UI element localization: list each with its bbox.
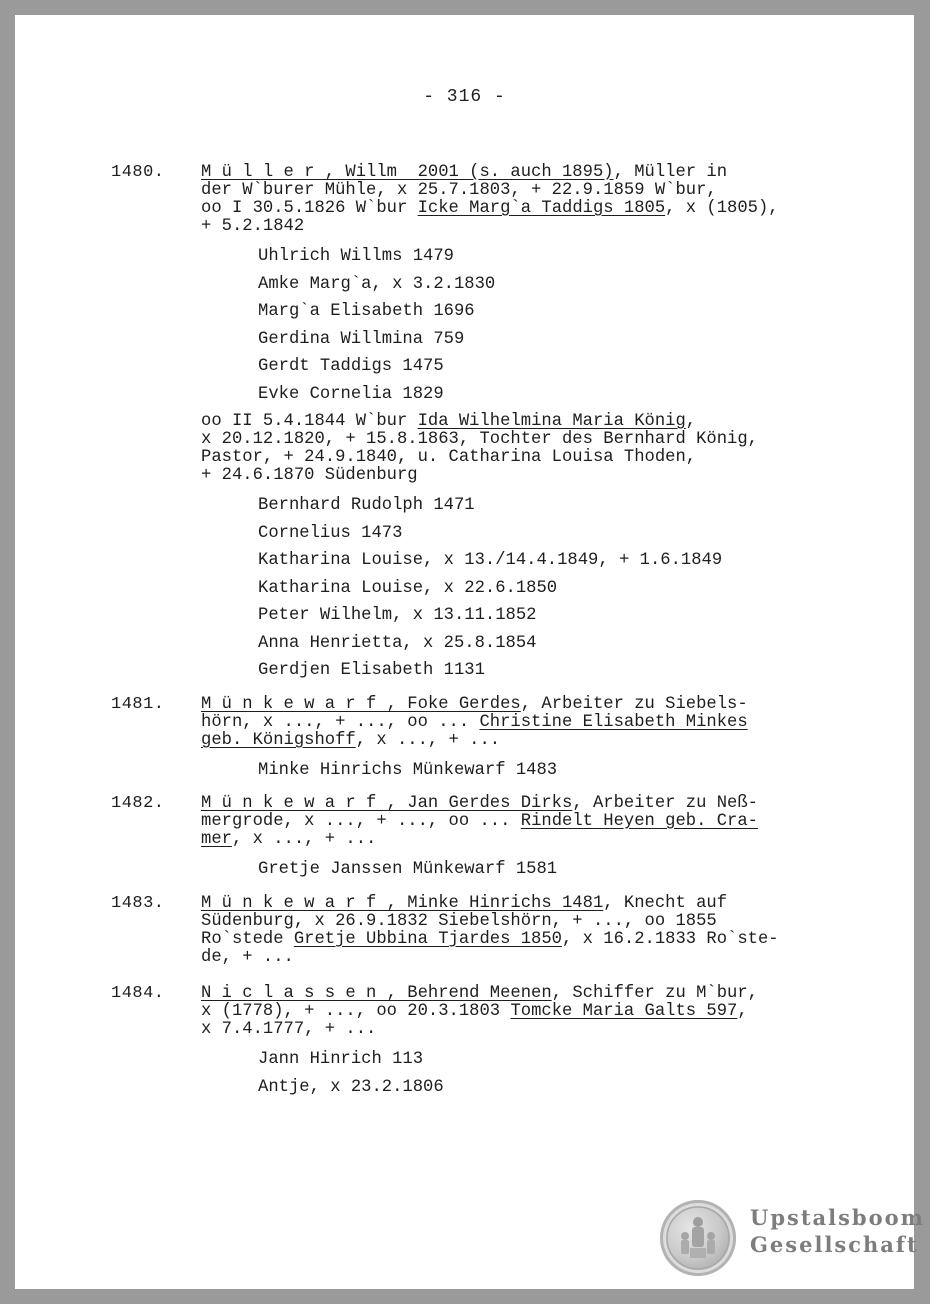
child-entry: Evke Cornelia 1829: [258, 384, 444, 404]
text-segment: Ro`stede: [201, 930, 294, 949]
text-segment: , Schiffer zu M`bur,: [551, 984, 758, 1003]
children-list: [258, 492, 722, 685]
text-segment: oo II 5.4.1844 W`bur: [201, 412, 418, 431]
text-segment: oo I 30.5.1826 W`bur: [201, 199, 418, 218]
entry-line: [201, 931, 841, 949]
text-segment: hörn, x ..., + ..., oo ...: [201, 713, 480, 732]
child-entry: Marg`a Elisabeth 1696: [258, 302, 475, 321]
entry-line: [201, 218, 841, 236]
entry-line: [201, 449, 841, 467]
page-number: - 316 -: [423, 87, 506, 107]
entry-line: [201, 732, 841, 750]
text-segment: x 20.12.1820, + 15.8.1863, Tochter des Bernhard König,: [201, 430, 758, 449]
entry-line: [201, 182, 841, 200]
text-segment: + 5.2.1842: [201, 217, 305, 236]
underlined-name: M ü n k e w a r f , Jan Gerdes Dirks: [201, 794, 573, 813]
underlined-name: Rindelt Heyen geb. Cra-: [520, 812, 758, 831]
entry-number: 1482.: [111, 794, 165, 813]
entry-line: [201, 913, 841, 931]
society-name-line1: Upstalsboom: [750, 1205, 925, 1230]
entry-line: [201, 949, 841, 967]
text-segment: , Arbeiter zu Siebels-: [520, 695, 748, 714]
underlined-name: Tomcke Maria Galts 597: [510, 1002, 738, 1021]
text-segment: , Knecht auf: [603, 894, 728, 913]
entry-text: [201, 164, 841, 236]
child-entry: Anna Henrietta, x 25.8.1854: [258, 633, 537, 653]
entry-line: [201, 795, 841, 813]
child-entry: Antje, x 23.2.1806: [258, 1077, 444, 1097]
text-segment: Pastor, + 24.9.1840, u. Catharina Louisa Thoden,: [201, 448, 697, 467]
text-segment: x (1778), + ..., oo 20.3.1803: [201, 1002, 511, 1021]
entry-text: [201, 413, 841, 485]
text-segment: de, + ...: [201, 948, 294, 967]
entry-number: 1480.: [111, 163, 165, 182]
text-segment: Südenburg, x 26.9.1832 Siebelshörn, + ..., oo 1855: [201, 912, 717, 931]
child-entry: Jann Hinrich 113: [258, 1050, 424, 1069]
child-entry: Uhlrich Willms 1479: [258, 247, 454, 266]
child-entry: Katharina Louise, x 13./14.4.1849, + 1.6.1849: [258, 551, 723, 570]
seal-icon: [660, 1200, 736, 1276]
underlined-name: Gretje Ubbina Tjardes 1850: [293, 930, 562, 949]
underlined-name: Icke Marg`a Taddigs 1805: [417, 199, 666, 218]
entry-line: [201, 467, 841, 485]
text-segment: x 7.4.1777, + ...: [201, 1020, 377, 1039]
text-segment: , Arbeiter zu Neß-: [572, 794, 758, 813]
children-list: [258, 757, 557, 785]
entry-text: [201, 895, 841, 967]
child-entry: Amke Marg`a, x 3.2.1830: [258, 274, 496, 294]
children-list: [258, 856, 557, 884]
entry-line: [201, 1021, 841, 1039]
children-list: [258, 1046, 444, 1101]
text-segment: der W`burer Mühle, x 25.7.1803, + 22.9.1859 W`bur,: [201, 181, 717, 200]
entry-text: [201, 795, 841, 849]
child-entry: Gerdina Willmina 759: [258, 329, 465, 349]
underlined-name: Ida Wilhelmina Maria König: [417, 412, 686, 431]
underlined-name: Christine Elisabeth Minkes: [479, 713, 748, 732]
society-name: [750, 1204, 925, 1258]
underlined-name: geb. Königshoff: [201, 731, 356, 750]
child-entry: Gerdjen Elisabeth 1131: [258, 661, 485, 680]
society-name-line2: Gesellschaft: [750, 1232, 919, 1257]
text-segment: , x ..., + ...: [231, 830, 377, 849]
society-logo: [660, 1200, 925, 1280]
entry-line: [201, 813, 841, 831]
entry-line: [201, 1003, 841, 1021]
text-segment: , x (1805),: [665, 199, 779, 218]
child-entry: Gerdt Taddigs 1475: [258, 357, 444, 376]
child-entry: Cornelius 1473: [258, 523, 403, 543]
entry-line: [201, 696, 841, 714]
entry-text: [201, 985, 841, 1039]
text-segment: , x ..., + ...: [355, 731, 501, 750]
child-entry: Bernhard Rudolph 1471: [258, 496, 475, 515]
text-segment: ,: [737, 1002, 748, 1021]
child-entry: Minke Hinrichs Münkewarf 1483: [258, 761, 558, 780]
entry-line: [201, 431, 841, 449]
entry-line: [201, 200, 841, 218]
entry-line: [201, 985, 841, 1003]
entry-line: [201, 895, 841, 913]
entry-line: [201, 831, 841, 849]
text-segment: , Müller in: [613, 163, 728, 182]
entry-number: 1481.: [111, 695, 165, 714]
child-entry: Gretje Janssen Münkewarf 1581: [258, 860, 558, 879]
underlined-name: mer: [201, 830, 232, 849]
underlined-name: N i c l a s s e n , Behrend Meenen: [201, 984, 552, 1003]
child-entry: Peter Wilhelm, x 13.11.1852: [258, 606, 537, 625]
text-segment: + 24.6.1870 Südenburg: [201, 466, 418, 485]
children-list: [258, 243, 495, 408]
text-segment: , x 16.2.1833 Ro`ste-: [562, 930, 779, 949]
underlined-name: M ü n k e w a r f , Foke Gerdes: [201, 695, 521, 714]
child-entry: Katharina Louise, x 22.6.1850: [258, 578, 558, 598]
entry-number: 1484.: [111, 984, 165, 1003]
text-segment: ,: [685, 412, 697, 431]
underlined-name: M ü n k e w a r f , Minke Hinrichs 1481: [201, 894, 604, 913]
entry-text: [201, 696, 841, 750]
entry-number: 1483.: [111, 894, 165, 913]
document-page: [15, 15, 925, 1289]
entry-line: [201, 413, 841, 431]
entry-line: [201, 164, 841, 182]
underlined-name: M ü l l e r , Willm 2001 (s. auch 1895): [201, 163, 614, 182]
entry-line: [201, 714, 841, 732]
text-segment: mergrode, x ..., + ..., oo ...: [201, 812, 521, 831]
